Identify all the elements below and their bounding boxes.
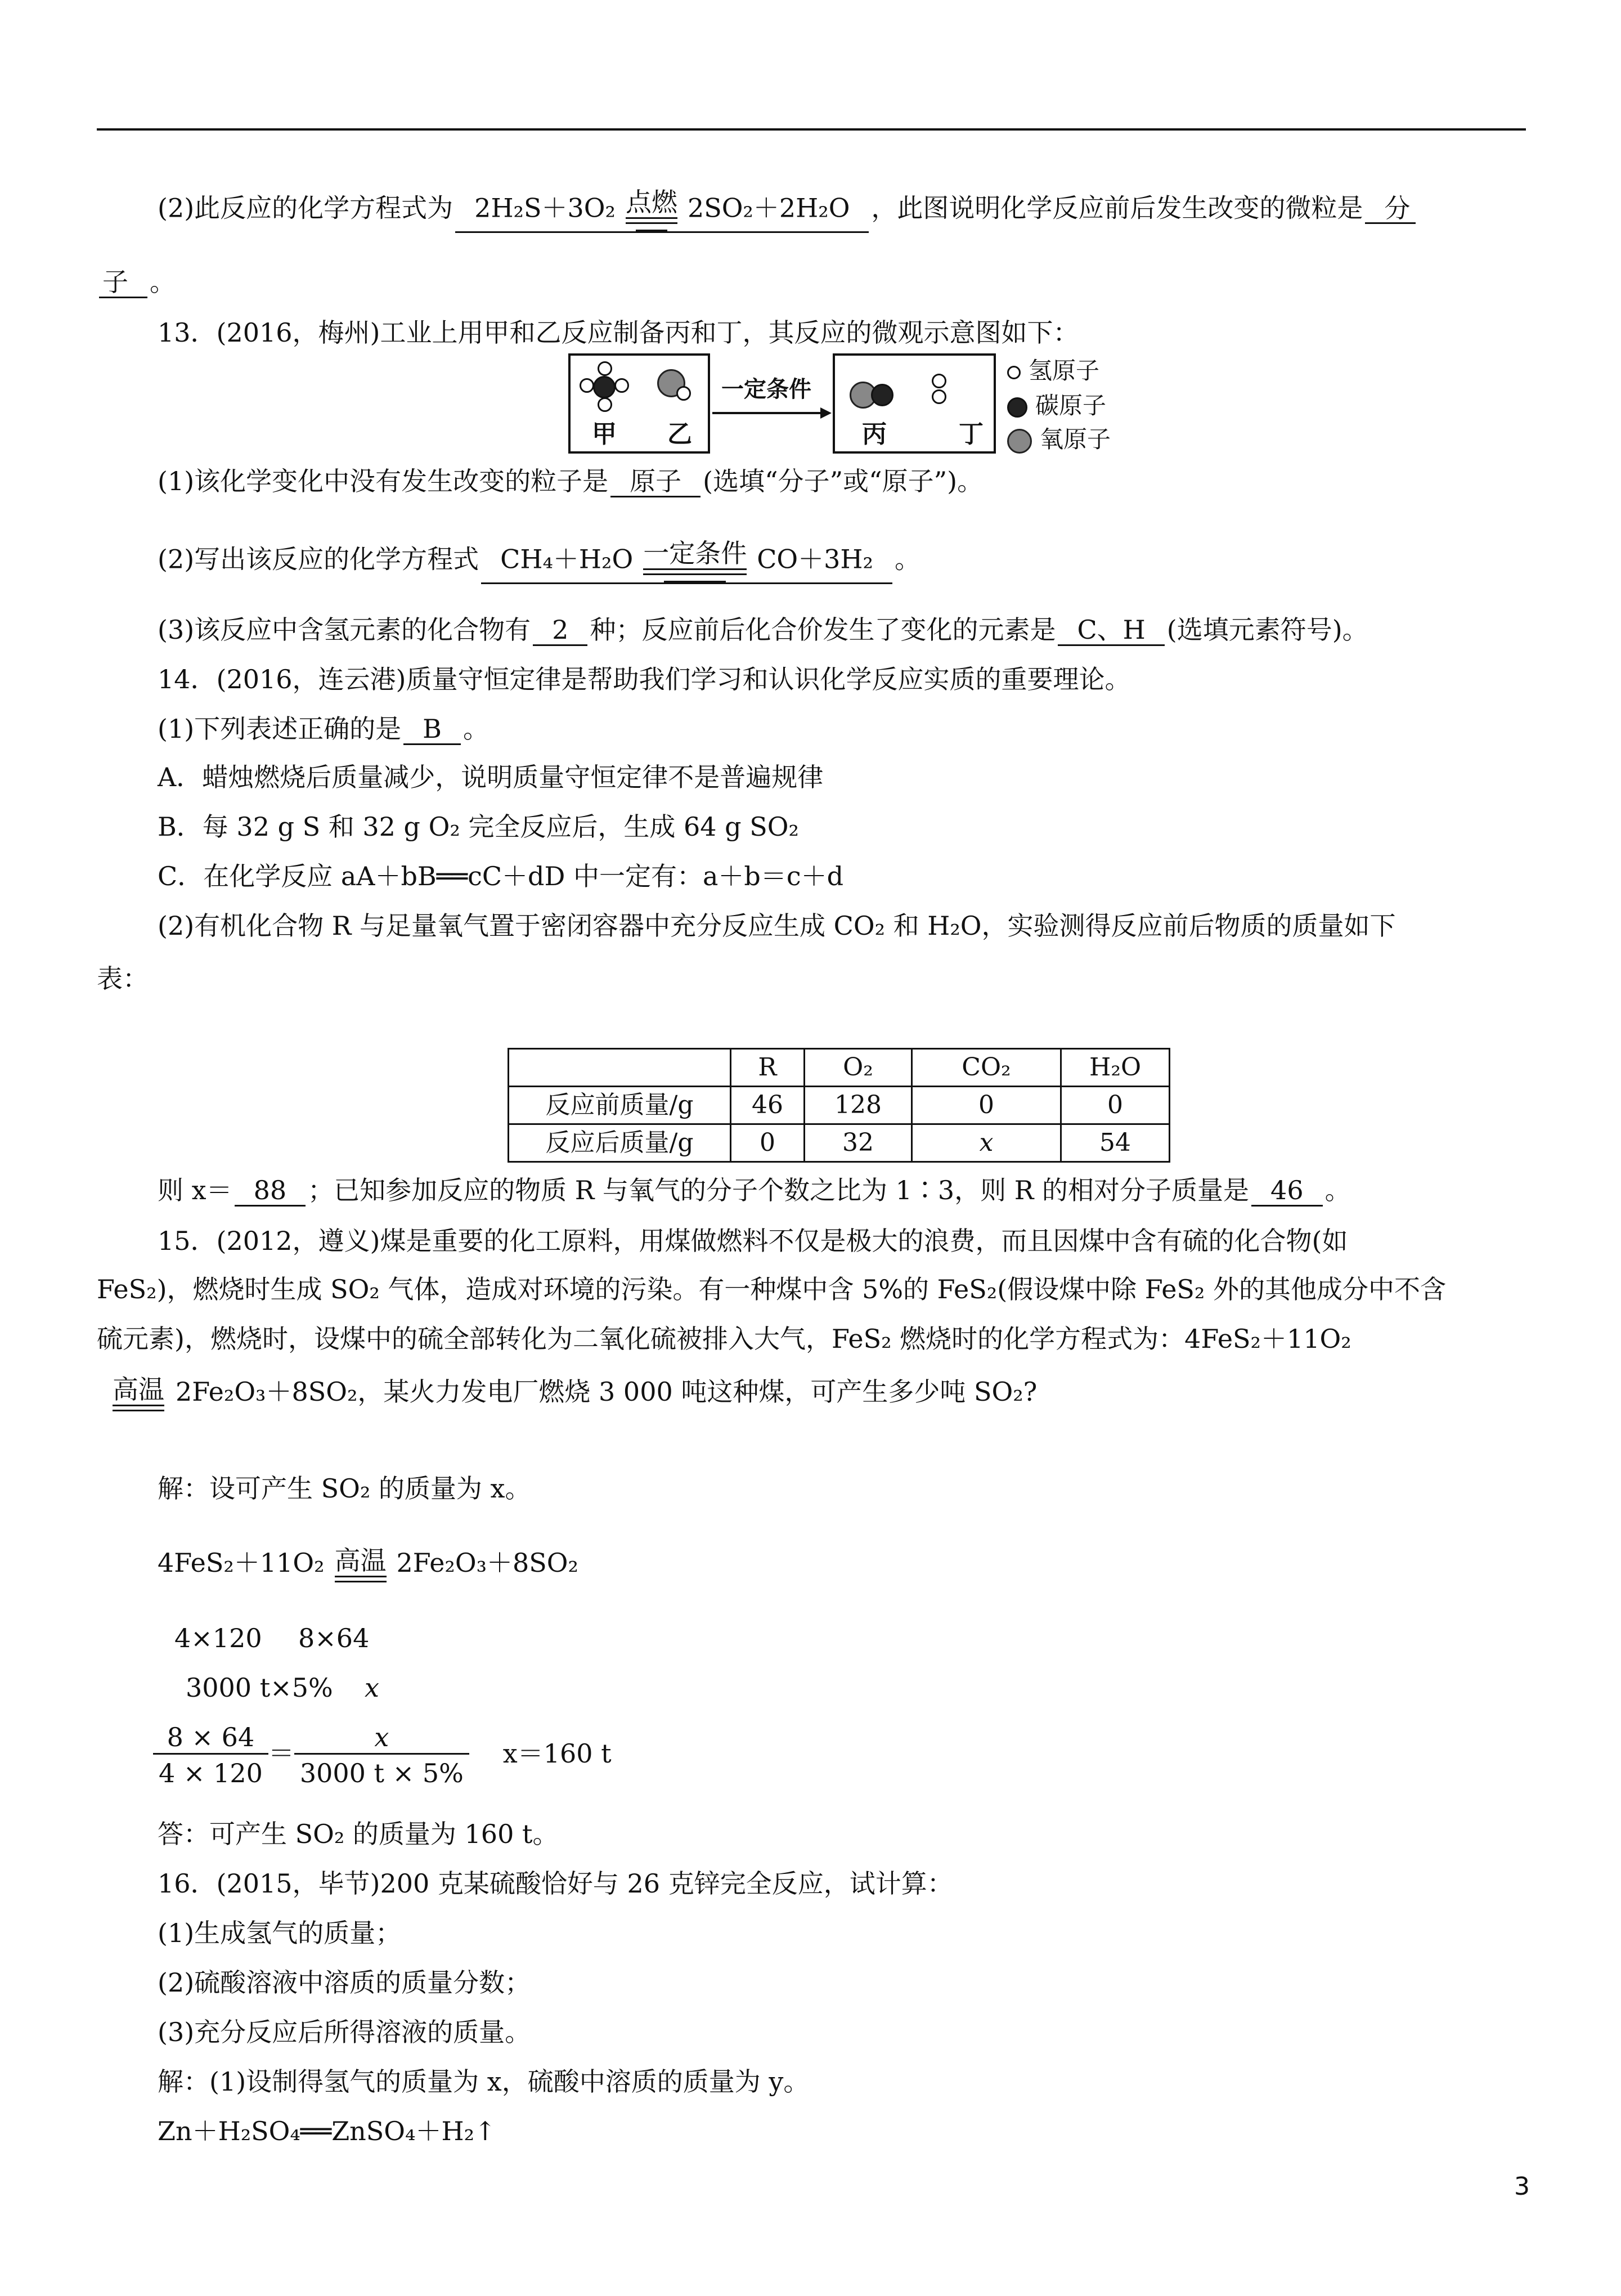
table-cell: 128 — [805, 1087, 912, 1124]
carbon-atom — [871, 384, 893, 406]
q12-answer-a: 分 — [1365, 194, 1416, 225]
hydrogen-atom — [932, 389, 946, 404]
q16-equation: Zn＋H₂SO₄══ZnSO₄＋H₂↑ — [158, 2116, 496, 2146]
q15-row-b2: x — [365, 1672, 379, 1703]
q13-p1-suffix: (选填“分子”或“原子”)。 — [703, 466, 984, 496]
table-row — [509, 1124, 1170, 1162]
hydrogen-atom — [614, 378, 629, 393]
q14-title: 14．(2016，连云港)质量守恒定律是帮助我们学习和认识化学反应实质的重要理论。 — [158, 664, 1131, 694]
q13-title: 13．(2016，梅州)工业上用甲和乙反应制备丙和丁，其反应的微观示意图如下： — [158, 317, 1079, 348]
label-ding: 丁 — [959, 420, 984, 449]
q15-frac2-num: x — [374, 1722, 389, 1752]
q13-p3-middle: 种；反应前后化合价发生了变化的元素是 — [590, 615, 1056, 645]
q13-p3-answer1: 2 — [533, 616, 587, 646]
q15-row-a2: 8×64 — [298, 1623, 370, 1653]
q14-mass-table — [508, 1048, 1170, 1163]
table-cell: 54 — [1061, 1124, 1170, 1162]
q12-answer-b: 子 — [99, 268, 147, 298]
q15-equation — [158, 1545, 578, 1582]
table-cell: 0 — [731, 1124, 805, 1162]
q15-equals: ＝ — [268, 1738, 294, 1769]
q14-after-prefix: 则 x＝ — [158, 1175, 232, 1205]
q15-line4 — [113, 1376, 1037, 1411]
q13-p3-answer2: C、H — [1058, 616, 1164, 646]
table-row — [509, 1087, 1170, 1124]
legend-hydrogen-label: 氢原子 — [1029, 357, 1100, 384]
q16-part2: (2)硫酸溶液中溶质的质量分数； — [158, 1967, 531, 1998]
q12-tail: 。 — [150, 267, 176, 297]
q15-solution: 解：设可产生 SO₂ 的质量为 x。 — [158, 1473, 531, 1504]
arrow-head-icon — [820, 407, 832, 419]
q12-eq-right: 2SO₂＋2H₂O — [687, 192, 850, 223]
q14-p1-prefix: (1)下列表述正确的是 — [158, 714, 402, 744]
q14-after-table — [158, 1175, 1351, 1207]
table-cell: 0 — [1061, 1087, 1170, 1124]
hydrogen-atom — [598, 361, 612, 376]
q15-frac1-num: 8 × 64 — [167, 1722, 255, 1752]
q14-after-middle: ；已知参加反应的物质 R 与氧气的分子个数之比为 1∶3，则 R 的相对分子质量是 — [308, 1175, 1250, 1205]
table-header-cell: O₂ — [805, 1049, 912, 1087]
q15-condition — [113, 1376, 164, 1411]
q13-eq-condition — [643, 540, 747, 582]
q12-equation-answer — [455, 189, 869, 233]
header-rule — [97, 128, 1526, 131]
q13-reaction-diagram — [568, 353, 1052, 460]
q14-p1-suffix: 。 — [462, 714, 489, 744]
table-cell: 32 — [805, 1124, 912, 1162]
q14-answer-x: 88 — [235, 1176, 306, 1207]
q15-line2: FeS₂)，燃烧时生成 SO₂ 气体，造成对环境的污染。有一种煤中含 5%的 FeS₂(假设煤中除 FeS₂ 外的其他成分中不含 — [97, 1274, 1446, 1304]
q15-fraction-1 — [153, 1722, 268, 1789]
q12-eq-left: 2H₂S＋3O₂ — [474, 192, 616, 223]
legend-oxygen-label: 氧原子 — [1040, 425, 1111, 453]
legend-carbon-label: 碳原子 — [1035, 392, 1107, 419]
q14-option-a: A．蜡烛燃烧后质量减少，说明质量守恒定律不是普遍规律 — [158, 762, 824, 792]
hydrogen-legend-icon — [1007, 366, 1021, 379]
q15-answer: 答：可产生 SO₂ 的质量为 160 t。 — [158, 1819, 559, 1849]
q13-p2-answer — [481, 540, 892, 584]
q12-part2-middle: ，此图说明化学反应前后发生改变的微粒是 — [871, 192, 1363, 223]
q15-line1: 15．(2012，遵义)煤是重要的化工原料，用煤做燃料不仅是极大的浪费，而且因煤中含有硫的化合物(如 — [158, 1226, 1348, 1256]
carbon-atom — [593, 376, 616, 398]
q16-solution: 解：(1)设制得氢气的质量为 x，硫酸中溶质的质量为 y。 — [158, 2066, 810, 2097]
legend-carbon — [1007, 392, 1106, 420]
q13-part1 — [158, 466, 983, 497]
q15-eq-condition — [334, 1545, 387, 1582]
q12-part2-prefix: (2)此反应的化学方程式为 — [158, 192, 453, 223]
label-bing: 丙 — [862, 420, 887, 449]
q15-eq-right: 2Fe₂O₃＋8SO₂ — [396, 1548, 578, 1578]
hydrogen-atom — [676, 386, 691, 401]
q15-row-a1: 4×120 — [174, 1623, 262, 1653]
hydrogen-atom — [598, 397, 612, 412]
q14-part2-line1: (2)有机化合物 R 与足量氧气置于密闭容器中充分反应生成 CO₂ 和 H₂O，实验测得反应前后物质的质量如下 — [158, 911, 1396, 941]
oxygen-legend-icon — [1007, 429, 1032, 454]
q12-eq-cond-text: 点燃 — [625, 187, 677, 217]
q16-part3: (3)充分反应后所得溶液的质量。 — [158, 2017, 531, 2047]
label-yi: 乙 — [667, 420, 692, 449]
q16-title: 16．(2015，毕节)200 克某硫酸恰好与 26 克锌完全反应，试计算： — [158, 1868, 953, 1899]
q15-eq-cond-text: 高温 — [334, 1545, 387, 1576]
table-corner-cell — [509, 1049, 731, 1087]
table-row-label: 反应前质量/g — [509, 1087, 731, 1124]
table-header-cell: R — [731, 1049, 805, 1087]
q15-row-b1: 3000 t×5% — [186, 1672, 333, 1703]
q13-p3-prefix: (3)该反应中含氢元素的化合物有 — [158, 615, 531, 645]
q14-part2-line2: 表： — [97, 963, 149, 994]
legend-hydrogen — [1007, 357, 1099, 385]
table-cell: 46 — [731, 1087, 805, 1124]
hydrogen-atom — [580, 378, 594, 393]
q15-fraction-2 — [294, 1722, 469, 1789]
q15-frac1-den: 4 × 120 — [153, 1753, 268, 1789]
q12-eq-condition — [626, 189, 677, 231]
q13-eq-right: CO＋3H₂ — [757, 544, 873, 575]
table-header-cell: H₂O — [1061, 1049, 1170, 1087]
table-row-label: 反应后质量/g — [509, 1124, 731, 1162]
reaction-arrow — [712, 412, 821, 414]
q13-eq-cond-text: 一定条件 — [643, 538, 747, 568]
q15-result: x＝160 t — [502, 1738, 612, 1769]
q13-p1-answer: 原子 — [610, 467, 701, 497]
carbon-legend-icon — [1007, 397, 1027, 418]
q14-answer-molar-mass: 46 — [1251, 1176, 1323, 1207]
q15-cond-text: 高温 — [113, 1374, 164, 1405]
label-jia: 甲 — [592, 420, 617, 449]
q14-p1-answer: B — [403, 715, 461, 745]
table-cell: x — [912, 1124, 1061, 1162]
q13-part3 — [158, 615, 1368, 646]
q14-option-b: B．每 32 g S 和 32 g O₂ 完全反应后，生成 64 g SO₂ — [158, 811, 799, 842]
q13-p1-prefix: (1)该化学变化中没有发生改变的粒子是 — [158, 466, 609, 496]
page-number: 3 — [1514, 2172, 1530, 2201]
arrow-condition: 一定条件 — [721, 376, 811, 402]
q14-after-suffix: 。 — [1324, 1175, 1351, 1205]
q15-line3: 硫元素)，燃烧时，设煤中的硫全部转化为二氧化硫被排入大气，FeS₂ 燃烧时的化学方程式为：4FeS₂＋11O₂ — [97, 1324, 1351, 1354]
q13-eq-left: CH₄＋H₂O — [500, 544, 634, 575]
q12-part2-line — [158, 189, 1418, 233]
table-cell: 0 — [912, 1087, 1061, 1124]
q15-eq-left: 4FeS₂＋11O₂ — [158, 1548, 325, 1578]
q13-part2 — [158, 540, 920, 584]
q15-proportion — [153, 1722, 612, 1789]
q13-p2-prefix: (2)写出该反应的化学方程式 — [158, 544, 479, 575]
q12-part2-line-cont — [97, 267, 176, 298]
hydrogen-atom — [932, 374, 946, 388]
table-header-cell: CO₂ — [912, 1049, 1061, 1087]
legend-oxygen — [1007, 425, 1111, 454]
q15-frac2-den: 3000 t × 5% — [294, 1753, 469, 1789]
q14-option-c: C．在化学反应 aA＋bB══cC＋dD 中一定有：a＋b＝c＋d — [158, 861, 844, 891]
q13-p3-suffix: (选填元素符号)。 — [1166, 615, 1368, 645]
q14-part1 — [158, 714, 489, 745]
table-header-row — [509, 1049, 1170, 1087]
q13-p2-suffix: 。 — [894, 544, 920, 575]
q16-part1: (1)生成氢气的质量； — [158, 1918, 402, 1948]
q15-line4-text: 2Fe₂O₃＋8SO₂，某火力发电厂燃烧 3 000 吨这种煤，可产生多少吨 SO₂? — [176, 1376, 1038, 1407]
